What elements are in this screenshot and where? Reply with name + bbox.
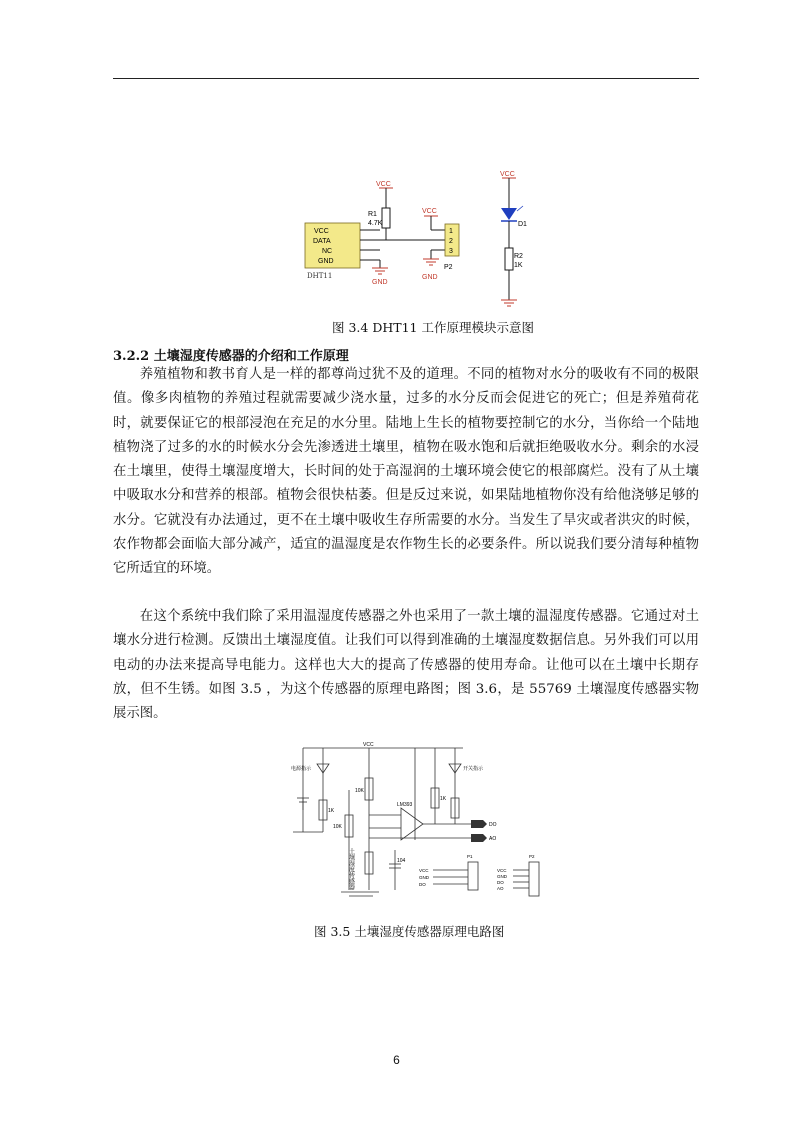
pin-vcc-label: VCC (314, 228, 329, 235)
figure-dht11-circuit (300, 166, 545, 316)
r1-value: 4.7K (368, 220, 383, 227)
svg-text:104: 104 (397, 858, 406, 864)
svg-text:AO: AO (497, 886, 504, 891)
vcc3-label: VCC (500, 171, 515, 178)
svg-text:DO: DO (419, 882, 426, 887)
pin-gnd-label: GND (318, 258, 334, 265)
paragraph-1: 养殖植物和教书育人是一样的都尊尚过犹不及的道理。不同的植物对水分的吸收有不同的极限值。像多肉植物的养殖过程就需要减少浇水量，过多的水分反而会促进它的死亡；但是养殖荷花时，就要保证它的根部浸泡在充足的水分里。陆地上生长的植物要控制它的水分，当你给一个陆地植物浇了过多的水的时候水分会先渗透进土壤里，植物在吸水饱和后就拒绝吸收水分。剩余的水浸在土壤里，使得土壤湿度增大，长时间的处于高湿润的土壤环境会使它的根部腐烂。没有了从土壤中吸取水分和营养的根部。植物会很快枯萎。但是反过来说，如果陆地植物你没有给他浇够足够的水分。它就没有办法通过，更不在土壤中吸收生存所需要的水分。当发生了旱灾或者洪灾的时候，农作物都会面临大部分减产，适宜的温湿度是农作物生长的必要条件。所以说我们要分清每种植物它所适宜的环境。 (113, 367, 699, 577)
out-do-label: DO (489, 822, 497, 828)
header-rule (113, 78, 699, 79)
figure2-caption: 图 3.5 土壤湿度传感器原理电路图 (314, 924, 505, 939)
r1-label: R1 (368, 211, 377, 218)
power-led-label: 电源指示 (291, 766, 312, 772)
svg-text:1K: 1K (440, 796, 447, 802)
svg-text:1K: 1K (328, 808, 335, 814)
module-label: DHT11 (307, 272, 333, 280)
svg-text:P2: P2 (529, 854, 535, 859)
p2-label: P2 (444, 264, 453, 271)
svg-text:1: 1 (449, 228, 453, 235)
r2-value: 1K (514, 262, 523, 269)
vcc1-label: VCC (376, 181, 391, 188)
vcc2-label: VCC (422, 208, 437, 215)
figure1-caption: 图 3.4 DHT11 工作原理模块示意图 (332, 320, 534, 335)
vcc-label: VCC (363, 742, 374, 748)
gnd2-label: GND (422, 274, 438, 281)
r2-label: R2 (514, 253, 523, 260)
pin-nc-label: NC (322, 248, 333, 255)
svg-text:GND: GND (419, 875, 429, 880)
switch-led-label: 开关指示 (463, 766, 484, 772)
svg-text:P1: P1 (467, 854, 473, 859)
svg-text:GND: GND (497, 874, 507, 879)
svg-text:10K: 10K (333, 824, 342, 830)
pin-data-label: DATA (313, 238, 331, 245)
section-heading: 3.2.2 土壤湿度传感器的介绍和工作原理 (113, 349, 349, 364)
ic-label: LM393 (397, 802, 413, 808)
svg-text:VCC: VCC (497, 868, 507, 873)
page-number: 6 (393, 1053, 400, 1067)
svg-text:VCC: VCC (419, 868, 429, 873)
gnd1-label: GND (372, 279, 388, 286)
svg-text:2: 2 (449, 238, 453, 245)
d1-label: D1 (518, 221, 527, 228)
svg-text:3: 3 (449, 248, 453, 255)
svg-text:DO: DO (497, 880, 504, 885)
paragraph-2: 在这个系统中我们除了采用温湿度传感器之外也采用了一款土壤的温湿度传感器。它通过对土壤水分进行检测。反馈出土壤湿度值。让我们可以得到准确的土壤湿度数据信息。另外我们可以用电动的办法来提高导电能力。这样也大大的提高了传感器的使用寿命。让他可以在土壤中长期存放，但不生锈。如图 3.5 ，为这个传感器的原理电路图；图 3.6，是 55769 土壤湿度传感器实物展示图。 (113, 609, 699, 722)
out-ao-label: AO (489, 836, 497, 842)
figure-soil-sensor-circuit (283, 740, 563, 910)
svg-text:10K: 10K (355, 788, 364, 794)
probe-label: 土壤湿度传感器 (347, 848, 355, 890)
